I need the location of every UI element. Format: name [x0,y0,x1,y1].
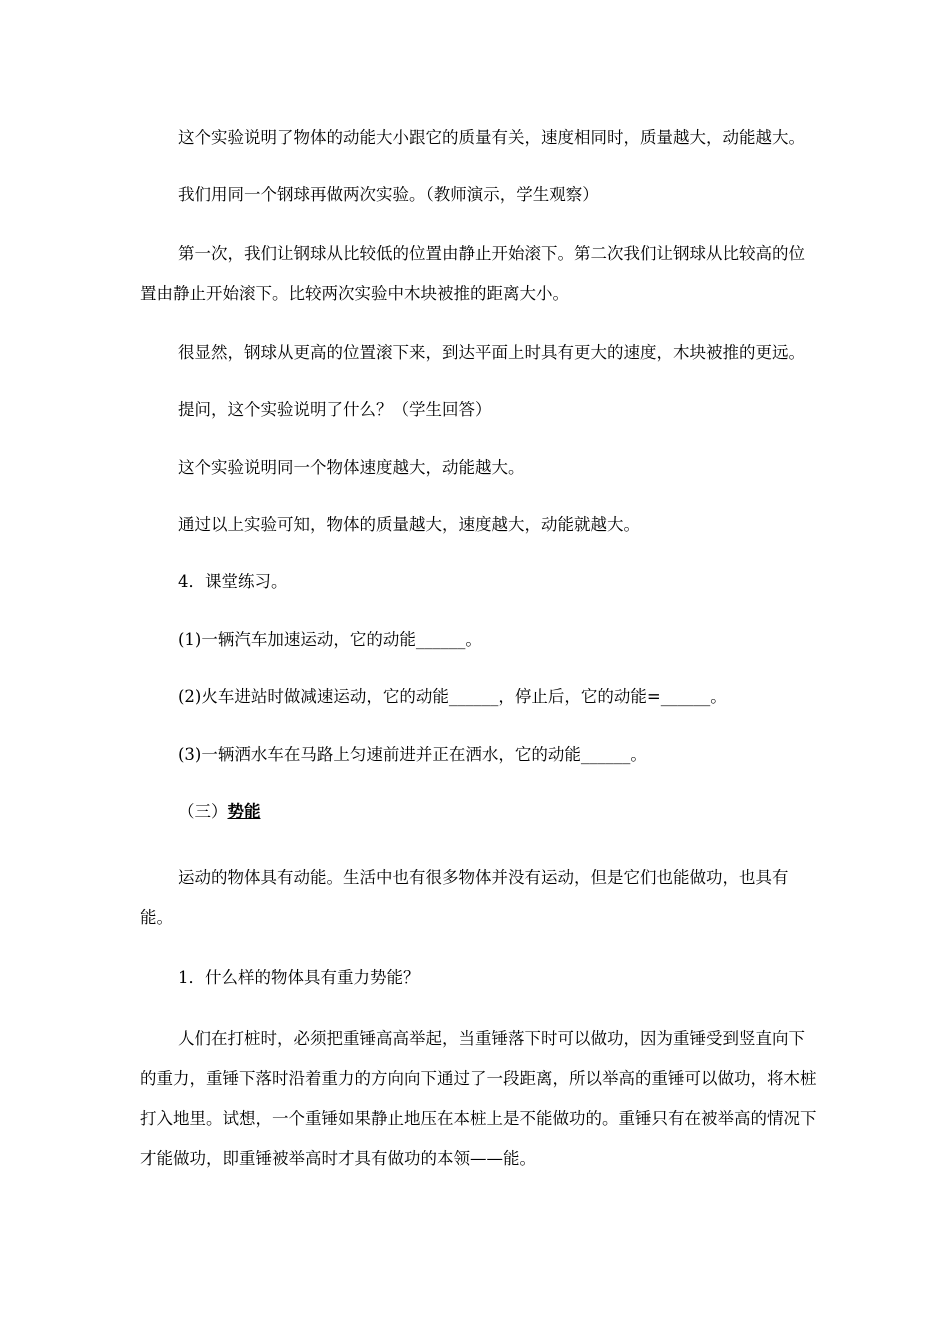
paragraph-question: 提问，这个实验说明了什么？（学生回答） [178,400,492,419]
paragraph-pile-driver: 人们在打桩时，必须把重锤高高举起，当重锤落下时可以做功，因为重锤受到竖直向下的重力，重锤下落时沿着重力的方向向下通过了一段距离，所以举高的重锤可以做功，将木桩打入地里。试想，一个重锤如果静止地压在本桩上是不能做功的。重锤只有在被举高的情况下才能做功，即重锤被举高时才具有做功的本领——能。 [140,1029,817,1168]
paragraph-observation: 很显然，钢球从更高的位置滚下来，到达平面上时具有更大的速度，木块被推的更远。 [178,343,805,362]
exercise-item-1: (1)一辆汽车加速运动，它的动能______。 [178,630,482,649]
paragraph-speed-conclusion: 这个实验说明同一个物体速度越大，动能越大。 [178,458,525,477]
section-heading-title: 势能 [227,802,261,821]
paragraph-summary: 通过以上实验可知，物体的质量越大，速度越大，动能就越大。 [178,515,640,534]
subsection-title: 1．什么样的物体具有重力势能？ [178,968,420,987]
paragraph-mass-conclusion: 这个实验说明了物体的动能大小跟它的质量有关，速度相同时，质量越大，动能越大。 [178,128,805,147]
section-heading [178,802,818,822]
section-exercise-title: 4．课堂练习。 [178,572,288,591]
exercise-item-2: (2)火车进站时做减速运动，它的动能______，停止后，它的动能=______。 [178,687,727,706]
section-heading-prefix: （三） [178,802,228,821]
paragraph-experiment-steps: 第一次，我们让钢球从比较低的位置由静止开始滚下。第二次我们让钢球从比较高的位置由静止开始滚下。比较两次实验中木块被推的距离大小。 [140,244,805,303]
exercise-item-3: (3)一辆洒水车在马路上匀速前进并正在洒水，它的动能______。 [178,745,647,764]
paragraph-potential-intro: 运动的物体具有动能。生活中也有很多物体并没有运动，但是它们也能做功，也具有能。 [140,868,789,927]
paragraph-two-experiments: 我们用同一个钢球再做两次实验。（教师演示，学生观察） [178,185,599,204]
